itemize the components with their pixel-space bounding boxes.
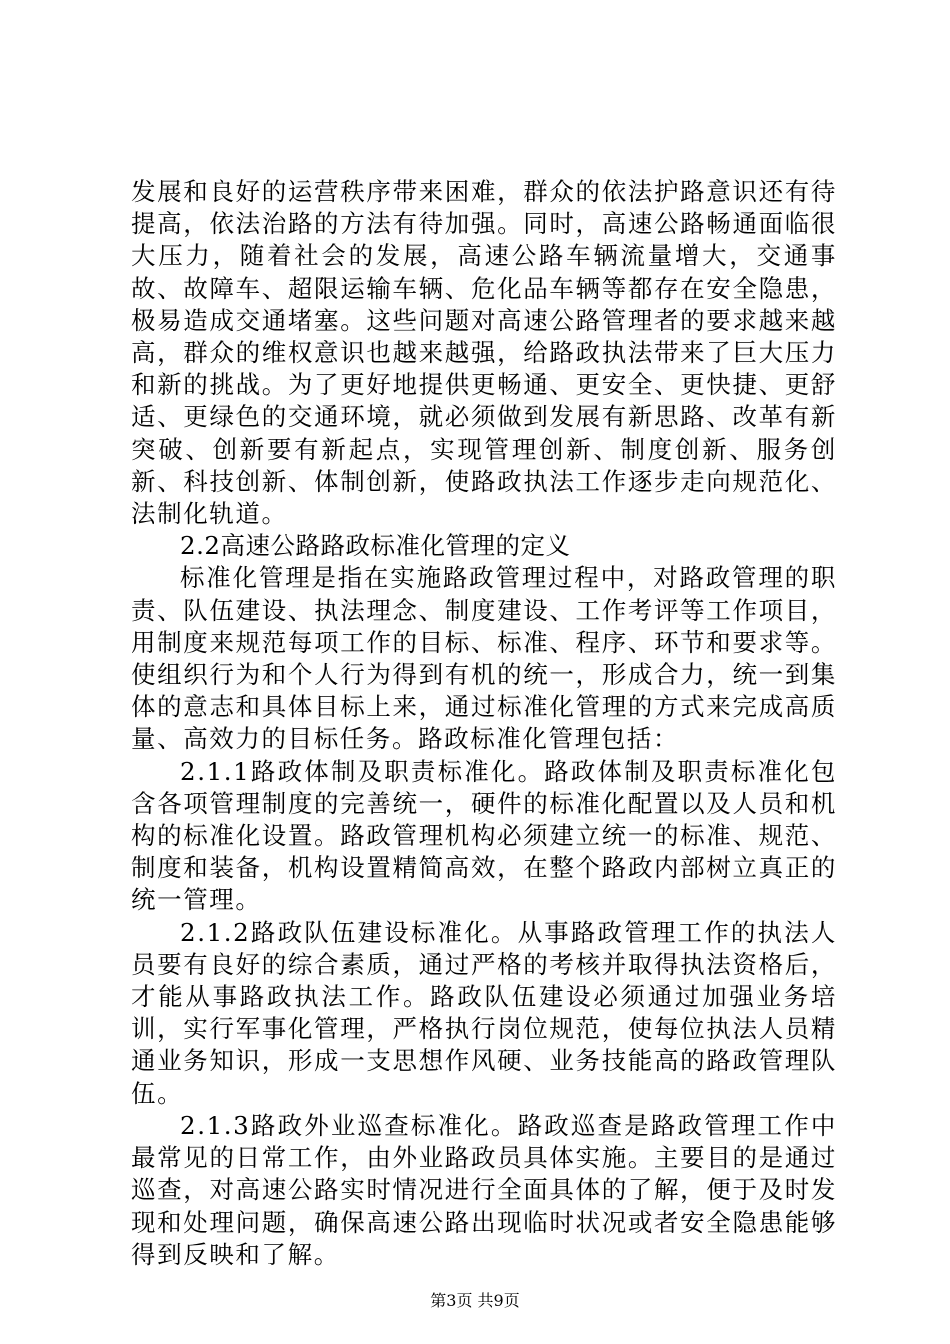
paragraph-2-1-2: 2.1.2路政队伍建设标准化。从事路政管理工作的执法人员要有良好的综合素质，通过严格的考核并取得执法资格后，才能从事路政执法工作。路政队伍建设必须通过加强业务培训，实行军事化管理，严格执行岗位规范，使每位执法人员精通业务知识，形成一支思想作风硬、业务技能高的路政管理队伍。 bbox=[131, 917, 837, 1108]
page-number-footer: 第3页 共9页 bbox=[430, 1291, 520, 1310]
paragraph-2-1-1: 2.1.1路政体制及职责标准化。路政体制及职责标准化包含各项管理制度的完善统一，硬件的标准化配置以及人员和机构的标准化设置。路政管理机构必须建立统一的标准、规范、制度和装备，机构设置精简高效，在整个路政内部树立真正的统一管理。 bbox=[131, 756, 837, 915]
section-heading: 2.2高速公路路政标准化管理的定义 bbox=[180, 531, 571, 561]
paragraph-definition: 标准化管理是指在实施路政管理过程中，对路政管理的职责、队伍建设、执法理念、制度建设、工作考评等工作项目，用制度来规范每项工作的目标、标准、程序、环节和要求等。使组织行为和个人行为得到有机的统一，形成合力，统一到集体的意志和具体目标上来，通过标准化管理的方式来完成高质量、高效力的目标任务。路政标准化管理包括： bbox=[131, 563, 837, 754]
paragraph-2-1-3: 2.1.3路政外业巡查标准化。路政巡查是路政管理工作中最常见的日常工作，由外业路政员具体实施。主要目的是通过巡查，对高速公路实时情况进行全面具体的了解，便于及时发现和处理问题，确保高速公路出现临时状况或者安全隐患能够得到反映和了解。 bbox=[131, 1110, 837, 1269]
document-body bbox=[131, 176, 837, 1271]
paragraph-continuation: 发展和良好的运营秩序带来困难，群众的依法护路意识还有待提高，依法治路的方法有待加强。同时，高速公路畅通面临很大压力，随着社会的发展，高速公路车辆流量增大，交通事故、故障车、超限运输车辆、危化品车辆等都存在安全隐患，极易造成交通堵塞。这些问题对高速公路管理者的要求越来越高，群众的维权意识也越来越强，给路政执法带来了巨大压力和新的挑战。为了更好地提供更畅通、更安全、更快捷、更舒适、更绿色的交通环境，就必须做到发展有新思路、改革有新突破、创新要有新起点，实现管理创新、制度创新、服务创新、科技创新、体制创新，使路政执法工作逐步走向规范化、法制化轨道。 bbox=[131, 177, 837, 529]
